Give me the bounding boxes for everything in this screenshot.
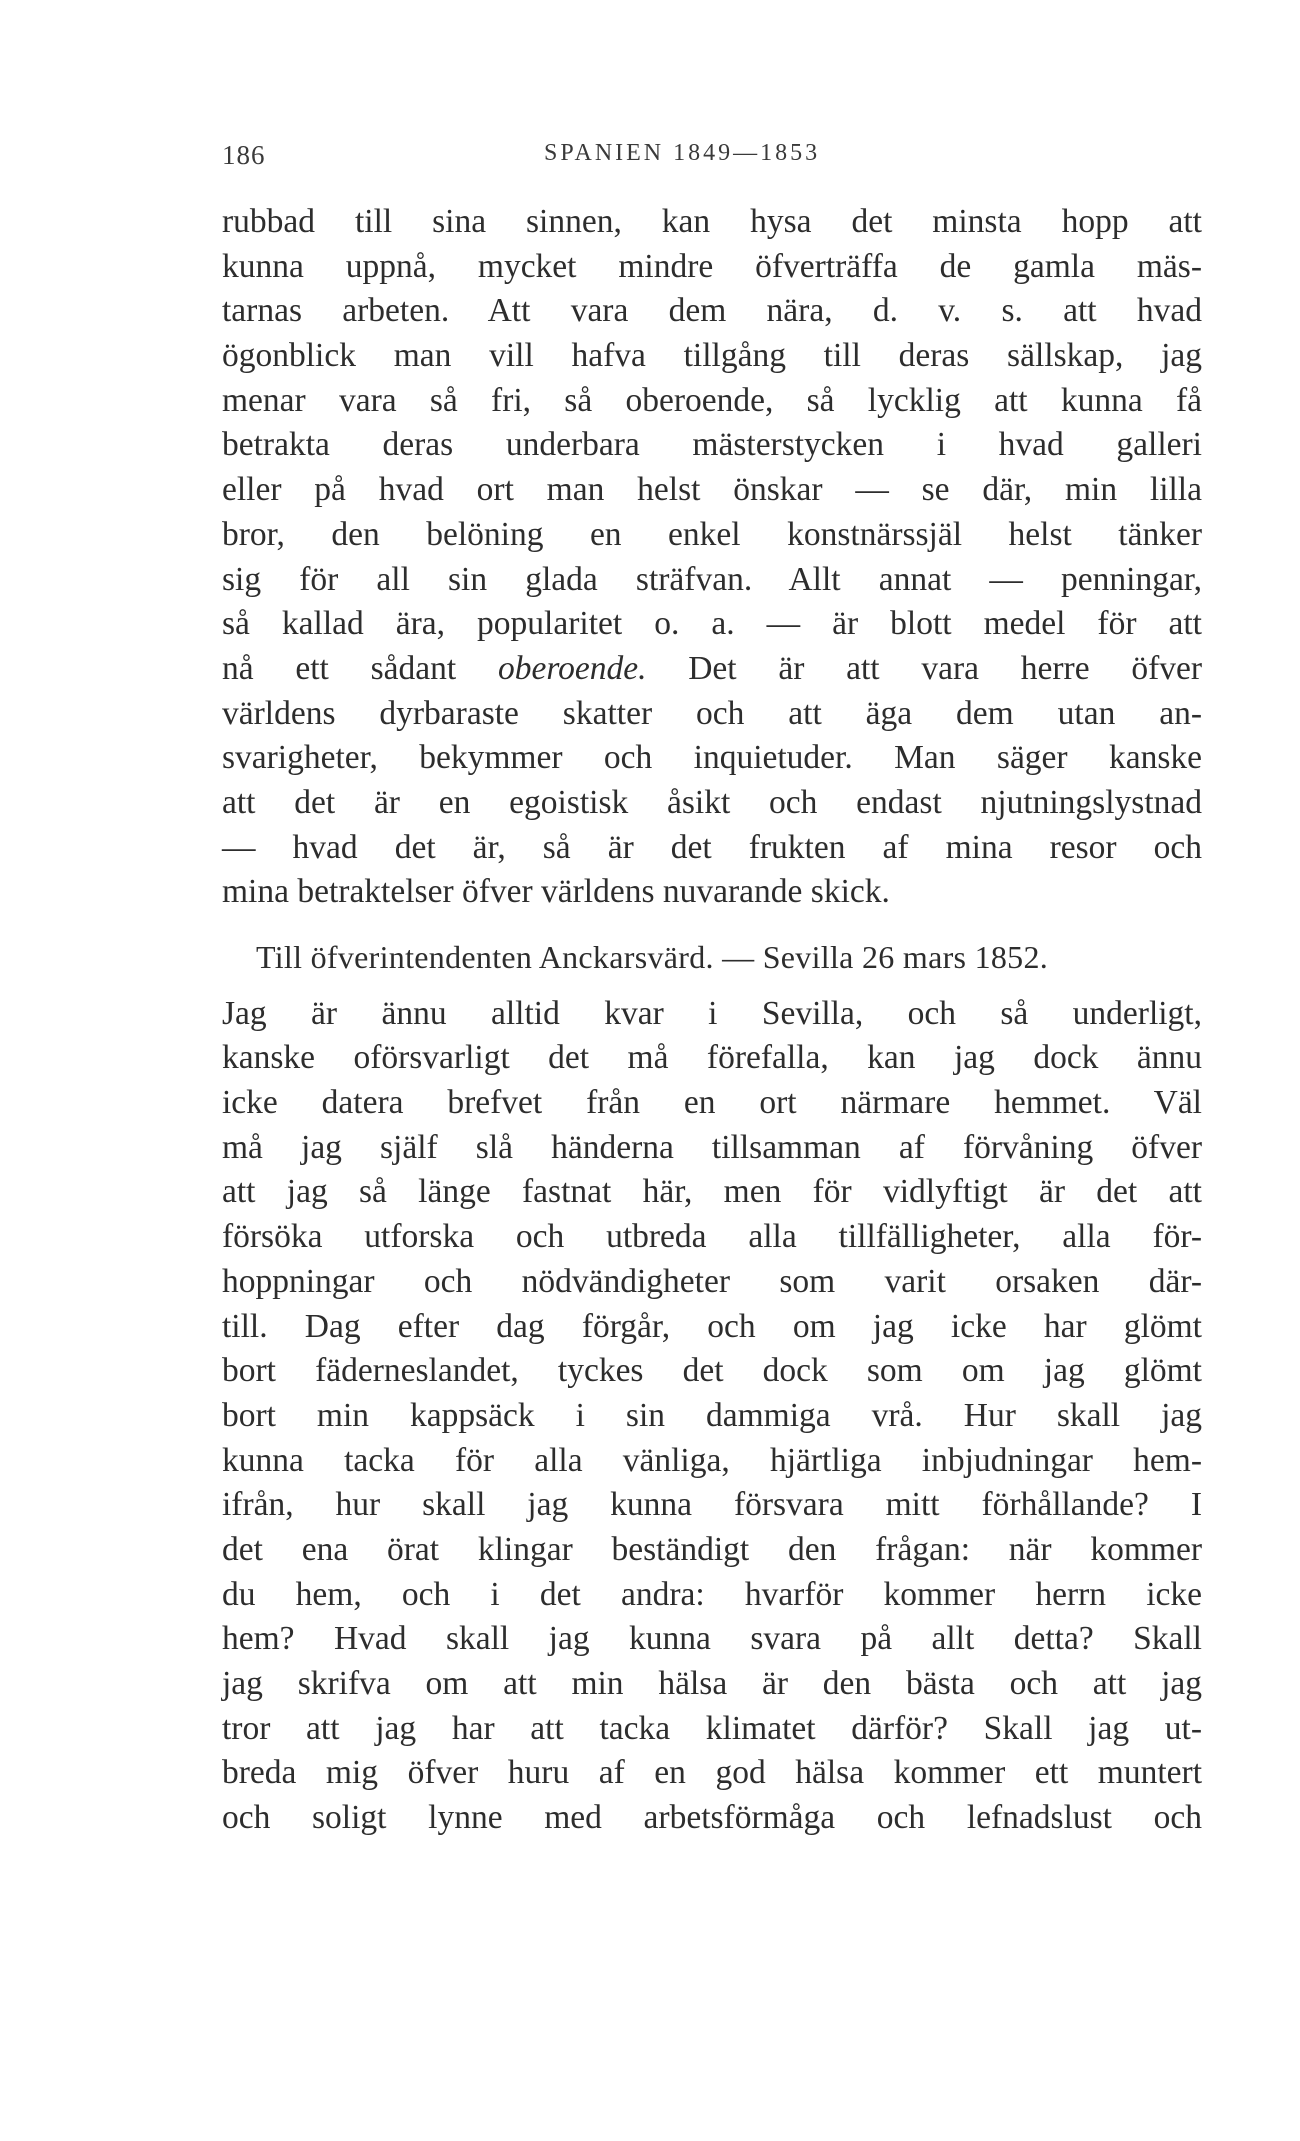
text-line: menar vara så fri, så oberoende, så lycklig att kunna få bbox=[222, 381, 1202, 419]
text-line: världens dyrbaraste skatter och att äga dem utan an- bbox=[222, 694, 1202, 732]
text-line: det ena örat klingar beständigt den frågan: när kommer bbox=[222, 1530, 1202, 1568]
text-line: eller på hvad ort man helst önskar — se där, min lilla bbox=[222, 471, 1202, 509]
text-line: ögonblick man vill hafva tillgång till deras sällskap, jag bbox=[222, 337, 1202, 375]
text-line: bort fäderneslandet, tyckes det dock som om jag glömt bbox=[222, 1352, 1202, 1390]
text-line: jag skrifva om att min hälsa är den bästa och att jag bbox=[222, 1665, 1202, 1702]
text-line: betrakta deras underbara mästerstycken i hvad galleri bbox=[222, 426, 1202, 464]
text-line: sig för all sin glada sträfvan. Allt annat — penningar, bbox=[222, 560, 1202, 598]
paragraph-2 bbox=[222, 992, 1202, 1841]
emphasis-word: oberoende. bbox=[497, 649, 647, 687]
text-segment: Det är att vara herre öfver bbox=[646, 649, 1202, 687]
text-line: hoppningar och nödvändigheter som varit orsaken där- bbox=[222, 1262, 1202, 1300]
text-line: tror att jag har att tacka klimatet därför? Skall jag ut- bbox=[222, 1709, 1202, 1747]
text-line: icke datera brefvet från en ort närmare hemmet. Väl bbox=[222, 1084, 1202, 1122]
text-line: Jag är ännu alltid kvar i Sevilla, och så underligt, bbox=[222, 994, 1202, 1032]
text-line: ifrån, hur skall jag kunna försvara mitt förhållande? I bbox=[222, 1486, 1202, 1524]
text-line: du hem, och i det andra: hvarför kommer herrn icke bbox=[222, 1575, 1202, 1613]
text-line: — hvad det är, så är det frukten af mina resor och bbox=[222, 828, 1202, 866]
page-header bbox=[222, 140, 1222, 180]
text-line: tarnas arbeten. Att vara dem nära, d. v. s. att hvad bbox=[222, 292, 1202, 330]
text-line: så kallad ära, popularitet o. a. — är blott medel för att bbox=[222, 605, 1202, 643]
body-text bbox=[222, 200, 1202, 1841]
page-number: 186 bbox=[222, 140, 266, 170]
text-line: bort min kappsäck i sin dammiga vrå. Hur skall jag bbox=[222, 1396, 1202, 1434]
text-segment: nå ett sådant bbox=[222, 649, 498, 687]
text-line: hem? Hvad skall jag kunna svara på allt detta? Skall bbox=[222, 1620, 1202, 1658]
letter-heading: Till öfverintendenten Anckarsvärd. — Sevilla 26 mars 1852. bbox=[256, 939, 1049, 975]
text-line: mina betraktelser öfver världens nuvarande skick. bbox=[222, 873, 890, 911]
text-line: breda mig öfver huru af en god hälsa kommer ett muntert bbox=[222, 1754, 1202, 1792]
text-line: att det är en egoistisk åsikt och endast njutningslystnad bbox=[222, 783, 1202, 821]
text-line: och soligt lynne med arbetsförmåga och lefnadslust och bbox=[222, 1799, 1202, 1837]
text-line: bror, den belöning en enkel konstnärssjäl helst tänker bbox=[222, 515, 1202, 553]
text-line: kunna uppnå, mycket mindre öfverträffa de gamla mäs- bbox=[222, 247, 1202, 285]
text-line: svarigheter, bekymmer och inquietuder. Man säger kanske bbox=[222, 739, 1202, 777]
text-line-with-emphasis bbox=[222, 647, 1202, 692]
text-line: att jag så länge fastnat här, men för vidlyftigt är det att bbox=[222, 1173, 1202, 1211]
paragraph-1 bbox=[222, 200, 1202, 915]
text-line: kanske oförsvarligt det må förefalla, kan jag dock ännu bbox=[222, 1039, 1202, 1077]
text-line: må jag själf slå händerna tillsamman af förvåning öfver bbox=[222, 1128, 1202, 1166]
text-line: kunna tacka för alla vänliga, hjärtliga inbjudningar hem- bbox=[222, 1441, 1202, 1479]
text-line: försöka utforska och utbreda alla tillfälligheter, alla för- bbox=[222, 1218, 1202, 1256]
text-line: till. Dag efter dag förgår, och om jag icke har glömt bbox=[222, 1307, 1202, 1345]
running-title: SPANIEN 1849—1853 bbox=[544, 140, 821, 166]
text-line: rubbad till sina sinnen, kan hysa det minsta hopp att bbox=[222, 203, 1202, 240]
